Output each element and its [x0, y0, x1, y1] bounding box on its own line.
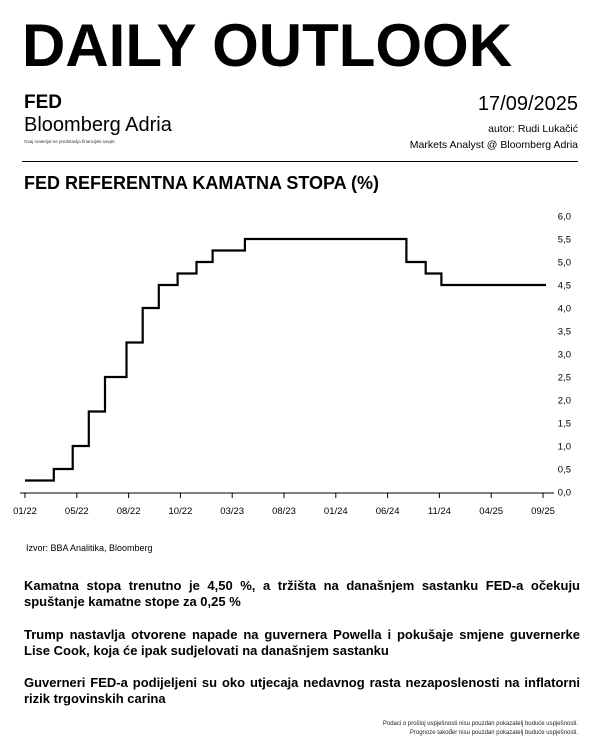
y-tick-label: 2,0 [557, 395, 571, 407]
topic-label: FED [24, 92, 62, 113]
masthead-title: DAILY OUTLOOK [22, 12, 513, 79]
y-tick-label: 1,0 [557, 441, 571, 453]
y-tick-label: 0,0 [557, 487, 571, 499]
x-tick-label: 04/25 [479, 506, 504, 517]
publication-date: 17/09/2025 [477, 93, 578, 115]
y-axis [558, 212, 571, 499]
chart-source: Izvor: BBA Analitika, Bloomberg [26, 543, 153, 553]
x-tick-labels [13, 493, 555, 517]
paragraph-governors: Guverneri FED-a podijeljeni su oko utjecaja nedavnog rasta nezaposlenosti na inflatorni rizik trgovinskih carina [24, 675, 580, 706]
author-line: autor: Rudi Lukačić [488, 123, 578, 135]
series-line [25, 239, 546, 481]
y-tick-label: 3,5 [557, 326, 571, 338]
chart-title: FED REFERENTNA KAMATNA STOPA (%) [24, 173, 379, 193]
small-disclaimer: Ovaj materijal ne predstavlja financijski savjet. [24, 139, 116, 144]
y-tick-label: 5,5 [557, 234, 571, 246]
y-tick-label: 1,5 [557, 418, 571, 430]
x-tick-label: 03/23 [220, 506, 245, 517]
x-tick-label: 08/23 [272, 506, 296, 517]
footer-disclaimer-1: Podaci o prošlој uspješnosti nisu pouzdan pokazatelj buduće uspješnosti. [382, 721, 578, 727]
x-tick-label: 01/24 [323, 506, 348, 517]
y-tick-label: 0,5 [557, 464, 571, 476]
y-tick-label: 5,0 [557, 257, 571, 269]
series-group [25, 239, 546, 481]
brand-name: Bloomberg Adria [24, 114, 172, 136]
paragraph-rate: Kamatna stopa trenutno je 4,50 %, a tržišta na današnjem sastanku FED-a očekuju spuštanje kamatne stope za 0,25 % [24, 578, 580, 609]
x-tick-label: 05/22 [64, 506, 89, 517]
footer-disclaimer-2: Prognoze također nisu pouzdan pokazatelj buduće uspješnosti. [409, 730, 578, 736]
y-tick-label: 3,0 [557, 349, 571, 361]
x-tick-label: 09/25 [531, 506, 555, 517]
x-tick-label: 11/24 [427, 506, 451, 517]
y-tick-label: 6,0 [557, 211, 571, 223]
x-tick-label: 06/24 [375, 506, 400, 517]
y-tick-label: 4,0 [557, 303, 571, 315]
author-role: Markets Analyst @ Bloomberg Adria [409, 139, 578, 151]
header-divider [22, 161, 578, 162]
y-tick-label: 2,5 [557, 372, 571, 384]
x-tick-label: 01/22 [13, 506, 37, 517]
paragraph-trump: Trump nastavlja otvorene napade na guvernera Powella i pokušaje smjene guvernerke Lise Cook, koja će ipak sudjelovati na današnjem sastanku [24, 627, 580, 658]
x-tick-label: 08/22 [116, 506, 141, 517]
rate-chart [0, 200, 600, 535]
x-tick-label: 10/22 [168, 506, 193, 517]
y-tick-label: 4,5 [557, 280, 571, 292]
